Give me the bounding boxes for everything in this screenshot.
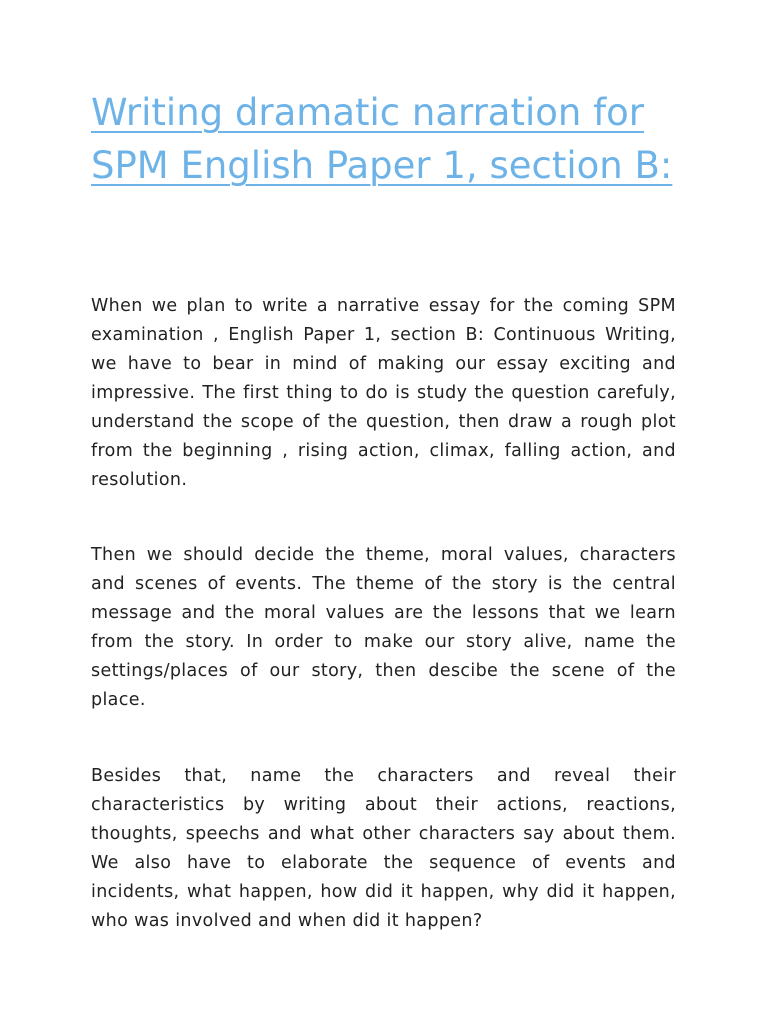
paragraph-characters: Besides that, name the characters and reveal their characteristics by writing about their actions, reactions, thoughts, speechs and what other characters say about them. We also have to elaborate the sequence of events and incidents, what happen, how did it happen, why did it happen, who was involved and when did it happen? bbox=[91, 766, 676, 931]
paragraph-planning: When we plan to write a narrative essay for the coming SPM examination , English Paper 1, section B: Continuous Writing, we have to bear in mind of making our essay exciting and impressive. The first thing to do is study the question carefuly, understand the scope of the question, then draw a rough plot from the beginning , rising action, climax, falling action, and resolution. bbox=[91, 296, 676, 490]
paragraph-theme: Then we should decide the theme, moral values, characters and scenes of events. The theme of the story is the central message and the moral values are the lessons that we learn from the story. In order to make our story alive, name the settings/places of our story, then descibe the scene of the place. bbox=[91, 545, 676, 710]
document-title[interactable]: Writing dramatic narration for SPM English Paper 1, section B: bbox=[91, 91, 673, 187]
